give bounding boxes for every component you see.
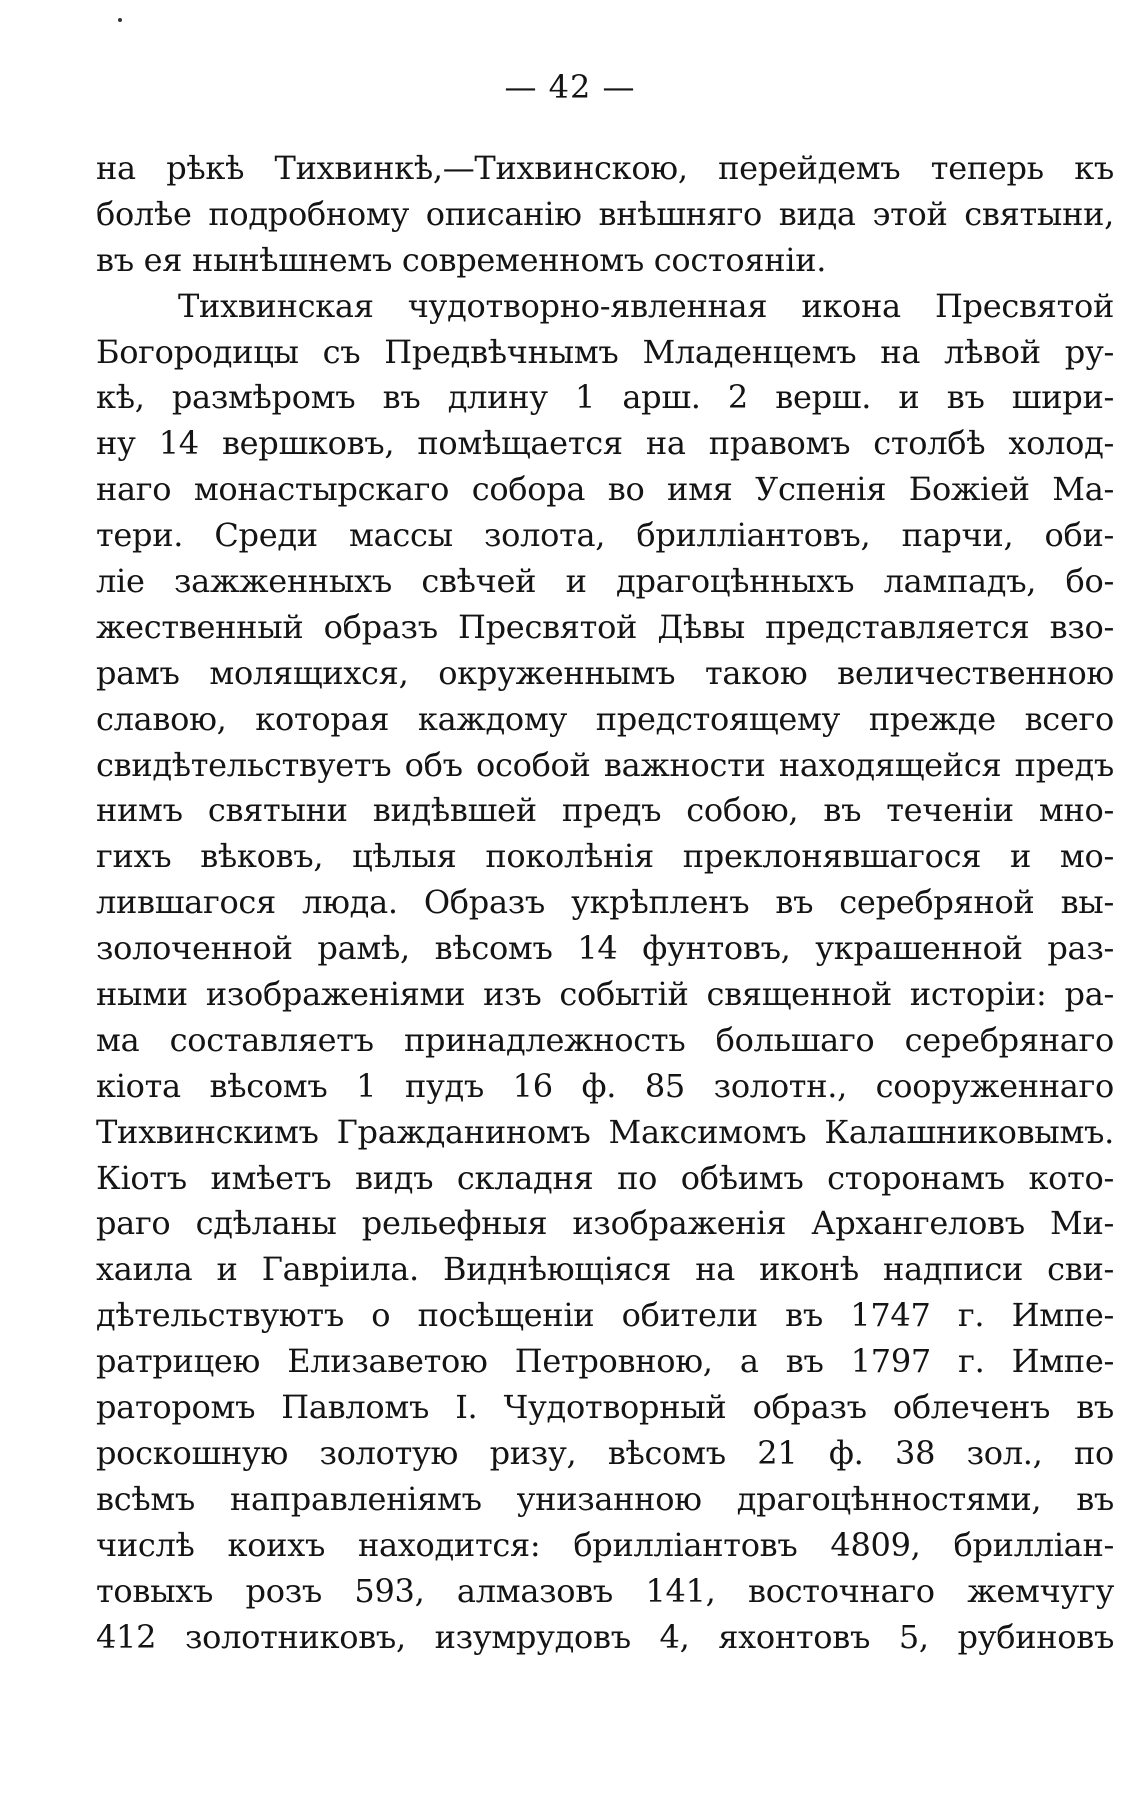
text-line: золоченной рамѣ, вѣсомъ 14 фунтовъ, украшенной раз- bbox=[96, 929, 1114, 968]
body-text bbox=[96, 146, 1114, 1660]
text-line: Тихвинская чудотворно-явленная икона Пресвятой bbox=[178, 286, 1114, 325]
text-line: товыхъ розъ 593, алмазовъ 141, восточнаго жемчугу bbox=[96, 1571, 1114, 1610]
text-line: Тихвинскимъ Гражданиномъ Максимомъ Калашниковымъ. bbox=[96, 1112, 1114, 1151]
text-line: числѣ коихъ находится: брилліантовъ 4809, брилліан- bbox=[96, 1525, 1114, 1564]
text-line: всѣмъ направленіямъ унизанною драгоцѣнностями, въ bbox=[96, 1479, 1114, 1518]
text-line: тери. Среди массы золота, брилліантовъ, парчи, оби- bbox=[96, 516, 1114, 555]
text-line: славою, которая каждому предстоящему прежде всего bbox=[96, 699, 1114, 738]
text-line: рамъ молящихся, окруженнымъ такою величественною bbox=[96, 653, 1114, 692]
text-line: ну 14 вершковъ, помѣщается на правомъ столбѣ холод- bbox=[96, 424, 1114, 463]
text-line: ратрицею Елизаветою Петровною, а въ 1797 г. Импе- bbox=[96, 1342, 1114, 1381]
text-line: ма составляетъ принадлежность большаго серебрянаго bbox=[96, 1020, 1114, 1059]
print-speck bbox=[118, 18, 122, 22]
text-line: ліе зажженныхъ свѣчей и драгоцѣнныхъ лампадъ, бо- bbox=[96, 562, 1114, 601]
text-line: 412 золотниковъ, изумрудовъ 4, яхонтовъ 5, рубиновъ bbox=[96, 1617, 1114, 1656]
text-line: раго сдѣланы рельефныя изображенія Архангеловъ Ми- bbox=[96, 1204, 1114, 1243]
text-line: кіота вѣсомъ 1 пудъ 16 ф. 85 золотн., сооруженнаго bbox=[96, 1066, 1114, 1105]
text-line: нимъ святыни видѣвшей предъ собою, въ теченіи мно- bbox=[96, 791, 1114, 830]
text-line: гихъ вѣковъ, цѣлыя поколѣнія преклонявшагося и мо- bbox=[96, 837, 1114, 876]
text-line: дѣтельствуютъ о посѣщеніи обители въ 1747 г. Импе- bbox=[96, 1296, 1114, 1335]
text-line: Кіотъ имѣетъ видъ складня по обѣимъ сторонамъ кото- bbox=[96, 1158, 1114, 1197]
text-line: хаила и Гавріила. Виднѣющіяся на иконѣ надписи сви- bbox=[96, 1250, 1114, 1289]
text-line: лившагося люда. Образъ укрѣпленъ въ серебряной вы- bbox=[96, 883, 1114, 922]
text-line: наго монастырскаго собора во имя Успенія Божіей Ма- bbox=[96, 470, 1114, 509]
text-line: жественный образъ Пресвятой Дѣвы представляется взо- bbox=[96, 607, 1114, 646]
text-line: раторомъ Павломъ I. Чудотворный образъ облеченъ въ bbox=[96, 1388, 1114, 1427]
text-line: болѣе подробному описанію внѣшняго вида этой святыни, bbox=[96, 194, 1114, 233]
text-line: ными изображеніями изъ событій священной исторіи: ра- bbox=[96, 975, 1114, 1014]
text-line: кѣ, размѣромъ въ длину 1 арш. 2 верш. и въ шири- bbox=[96, 378, 1114, 417]
text-line: въ ея нынѣшнемъ современномъ состояніи. bbox=[96, 240, 827, 279]
text-line: свидѣтельствуетъ объ особой важности находящейся предъ bbox=[96, 745, 1114, 784]
page-number: — 42 — bbox=[504, 68, 636, 106]
text-line: Богородицы съ Предвѣчнымъ Младенцемъ на лѣвой ру- bbox=[96, 332, 1114, 371]
text-line: роскошную золотую ризу, вѣсомъ 21 ф. 38 зол., по bbox=[96, 1433, 1114, 1472]
text-line: на рѣкѣ Тихвинкѣ,—Тихвинскою, перейдемъ теперь къ bbox=[96, 149, 1114, 187]
